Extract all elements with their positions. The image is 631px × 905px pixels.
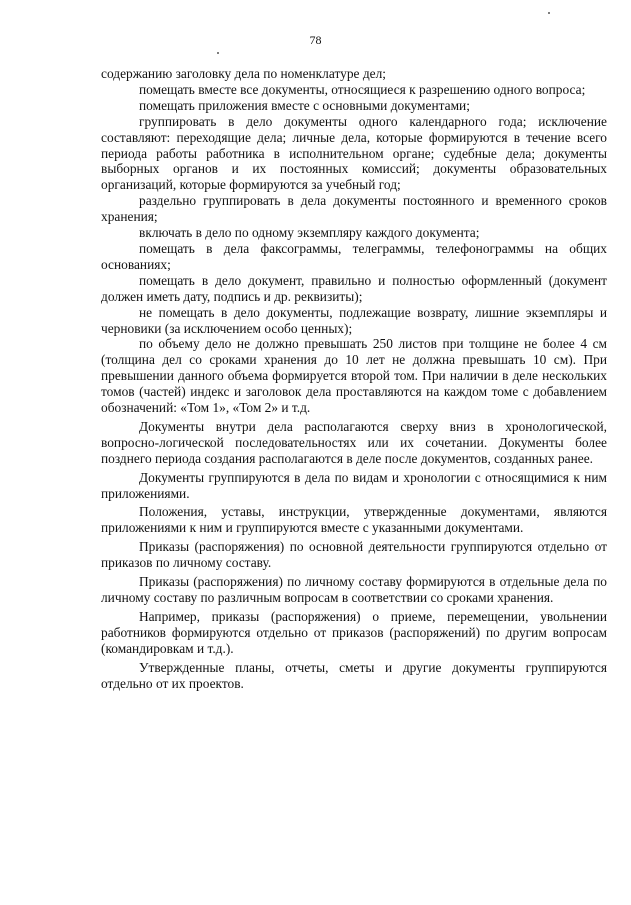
paragraph: включать в дело по одному экземпляру каждого документа; — [139, 225, 480, 241]
paragraph: Положения, уставы, инструкции, утвержденные документами, являются приложениями к ним и группируются вместе с указанными документами. — [101, 504, 607, 536]
document-body — [101, 66, 607, 691]
paragraph: Приказы (распоряжения) по личному составу формируются в отдельные дела по личному составу по различным вопросам в соответствии со сроками хранения. — [101, 574, 607, 605]
paragraph: Документы группируются в дела по видам и хронологии с относящимися к ним приложениями. — [101, 469, 607, 501]
paragraph: помещать приложения вместе с основными документами; — [139, 97, 470, 113]
paragraph: Приказы (распоряжения) по основной деятельности группируются отдельно от приказов по личному составу. — [101, 539, 607, 571]
page-number: 78 — [309, 33, 322, 47]
paragraph: помещать вместе все документы, относящиеся к разрешению одного вопроса; — [139, 81, 586, 97]
paragraph: не помещать в дело документы, подлежащие возврату, лишние экземпляры и черновики (за исключением особо ценных); — [101, 304, 607, 336]
scan-speck — [217, 52, 219, 54]
paragraph: Документы внутри дела располагаются сверху вниз в хронологической, вопросно-логической последовательностях или их сочетании. Документы более позднего периода создания располагаются в деле после документов, созданных ранее. — [101, 418, 607, 466]
paragraph: группировать в дело документы одного календарного года; исключение составляют: переходящие дела; личные дела, которые формируются в течение всего периода работы работника в исполнительном органе; судебные дела; документы выборных органов и их постоянных комиссий; документы образовательных организаций, которые формируются за учебный год; — [101, 113, 607, 193]
paragraph: Утвержденные планы, отчеты, сметы и другие документы группируются отдельно от их проектов. — [101, 659, 607, 691]
paragraph: по объему дело не должно превышать 250 листов при толщине не более 4 см (толщина дел со сроками хранения до 10 лет не должна превышать 10 см). При превышении данного объема формируется второй том. При наличии в деле нескольких томов (частей) индекс и заголовок дела проставляются на каждом томе с добавлением обозначений: «Том 1», «Том 2» и т.д. — [101, 336, 607, 416]
paragraph: содержанию заголовку дела по номенклатуре дел; — [101, 66, 386, 81]
paragraph: раздельно группировать в дела документы постоянного и временного сроков хранения; — [101, 193, 607, 225]
paragraph: помещать в дело документ, правильно и полностью оформленный (документ должен иметь дату, подпись и др. реквизиты); — [101, 272, 607, 304]
paragraph: Например, приказы (распоряжения) о приеме, перемещении, увольнении работников формируются отдельно от приказов (распоряжений) по другим вопросам (командировкам и т.д.). — [101, 608, 607, 656]
scan-speck — [548, 12, 550, 14]
paragraph: помещать в дела факсограммы, телеграммы, телефонограммы на общих основаниях; — [101, 240, 607, 272]
